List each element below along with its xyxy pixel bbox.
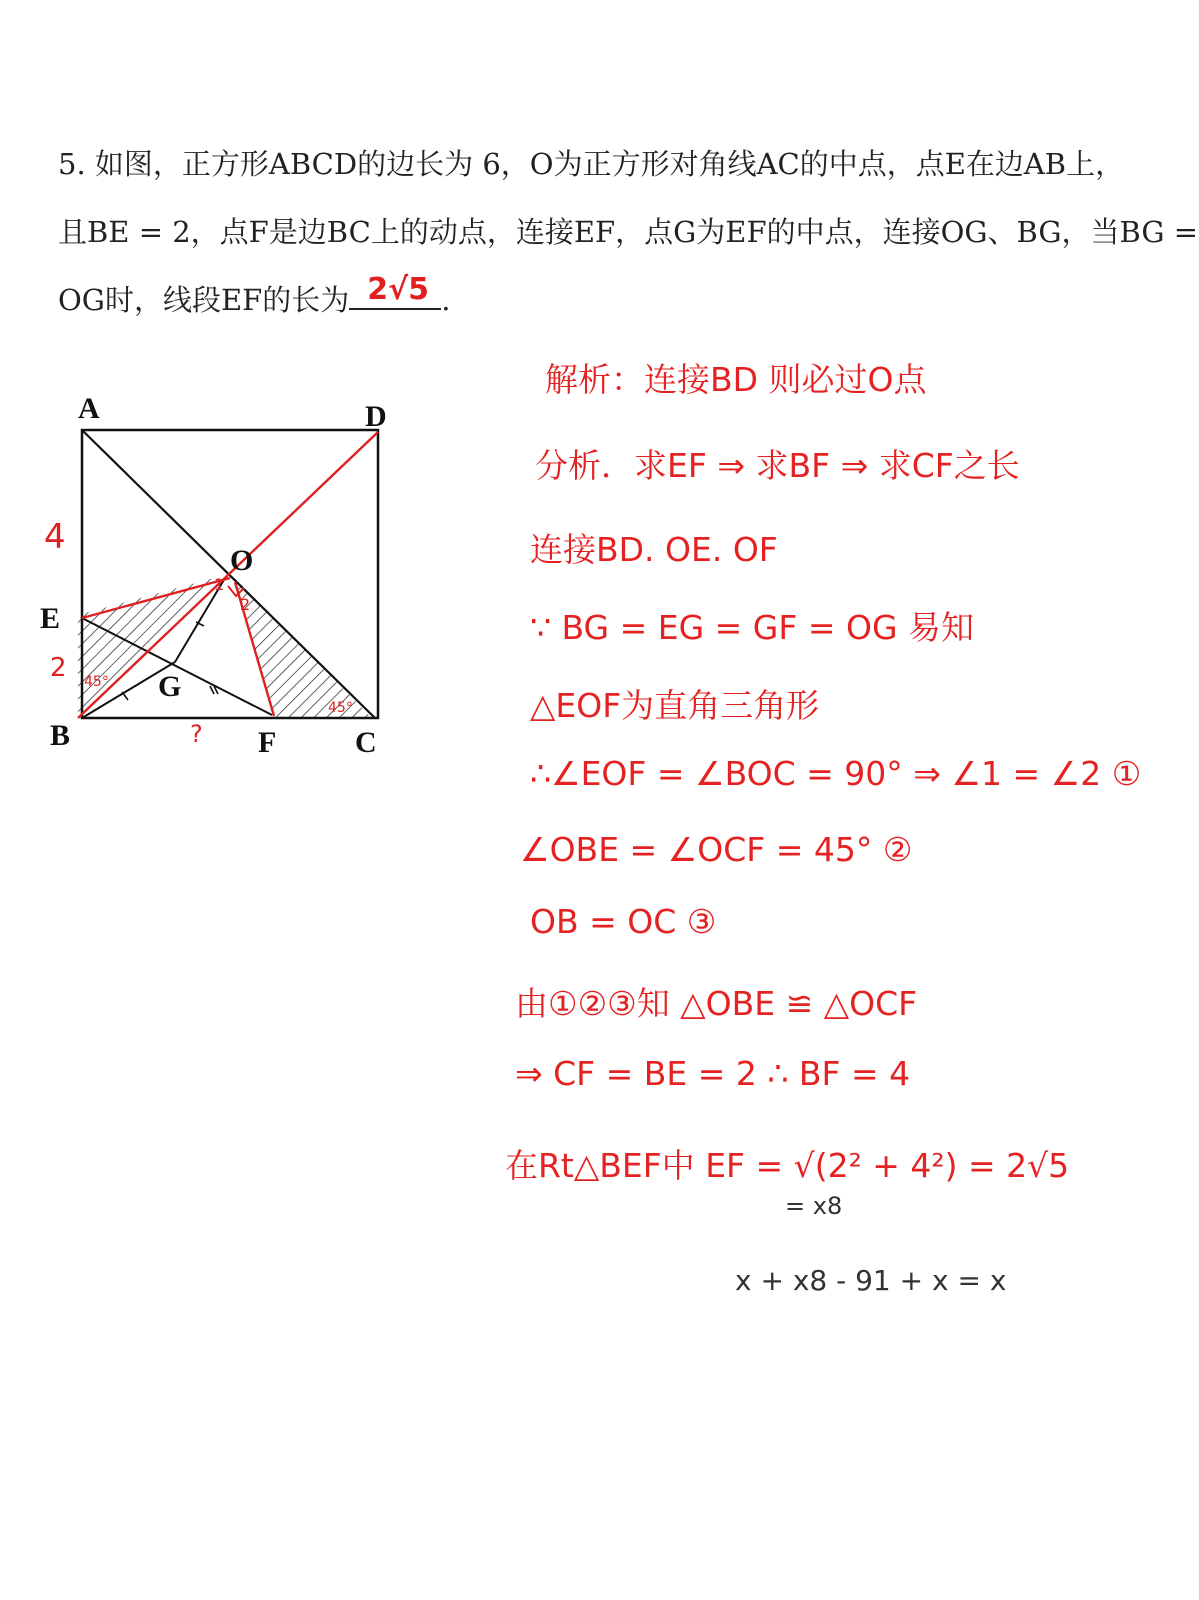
solution-line-8: OB = OC ③	[530, 902, 717, 941]
label-b: B	[50, 719, 71, 752]
hatched-triangle-obe	[78, 575, 225, 715]
annotation-angle-2: 2	[240, 595, 251, 614]
problem-line-2: 且BE = 2，点F是边BC上的动点，连接EF，点G为EF的中点，连接OG、BG，当BG =	[58, 215, 1199, 249]
label-f: F	[258, 726, 277, 759]
solution-line-10: ⇒ CF = BE = 2 ∴ BF = 4	[515, 1054, 911, 1093]
annotation-bf-question: ?	[190, 720, 203, 748]
solution-line-9: 由①②③知 △OBE ≌ △OCF	[515, 984, 918, 1023]
solution-line-11: 在Rt△BEF中 EF = √(2² + 4²) = 2√5	[505, 1146, 1070, 1185]
label-o: O	[230, 544, 254, 577]
solution-line-3: 连接BD. OE. OF	[530, 530, 778, 569]
label-c: C	[355, 726, 377, 759]
solution-line-6: ∴∠EOF = ∠BOC = 90° ⇒ ∠1 = ∠2 ①	[530, 754, 1142, 793]
scratch-note-2: x + x8 - 91 + x = x	[735, 1264, 1007, 1297]
geometry-diagram	[30, 390, 430, 790]
annotation-angle-c-45: 45°	[328, 700, 353, 716]
answer-blank	[349, 272, 441, 310]
label-e: E	[40, 602, 61, 635]
annotation-ae-4: 4	[44, 517, 66, 557]
annotation-angle-b-45: 45°	[84, 674, 109, 690]
annotation-angle-1: 1	[214, 575, 225, 594]
solution-line-2: 分析．求EF ⇒ 求BF ⇒ 求CF之长	[535, 446, 1020, 485]
annotation-be-2: 2	[50, 653, 67, 683]
problem-line-3	[58, 266, 1168, 334]
label-g: G	[158, 670, 182, 703]
red-diagonal-bd	[78, 432, 378, 718]
solution-line-4: ∵ BG = EG = GF = OG 易知	[530, 608, 975, 647]
problem-period: .	[441, 283, 451, 317]
handwritten-answer: 2√5	[367, 272, 429, 307]
problem-line-3-text: OG时，线段EF的长为	[58, 283, 350, 317]
solution-line-5: △EOF为直角三角形	[530, 686, 820, 725]
problem-statement	[58, 130, 1199, 334]
label-a: A	[78, 392, 100, 425]
problem-line-1: 5. 如图，正方形ABCD的边长为 6，O为正方形对角线AC的中点，点E在边AB上，	[58, 147, 1125, 181]
solution-line-1: 解析：连接BD 则必过O点	[545, 360, 927, 399]
scratch-note-1: = x8	[785, 1192, 843, 1220]
label-d: D	[365, 400, 387, 433]
solution-line-7: ∠OBE = ∠OCF = 45° ②	[520, 830, 913, 869]
